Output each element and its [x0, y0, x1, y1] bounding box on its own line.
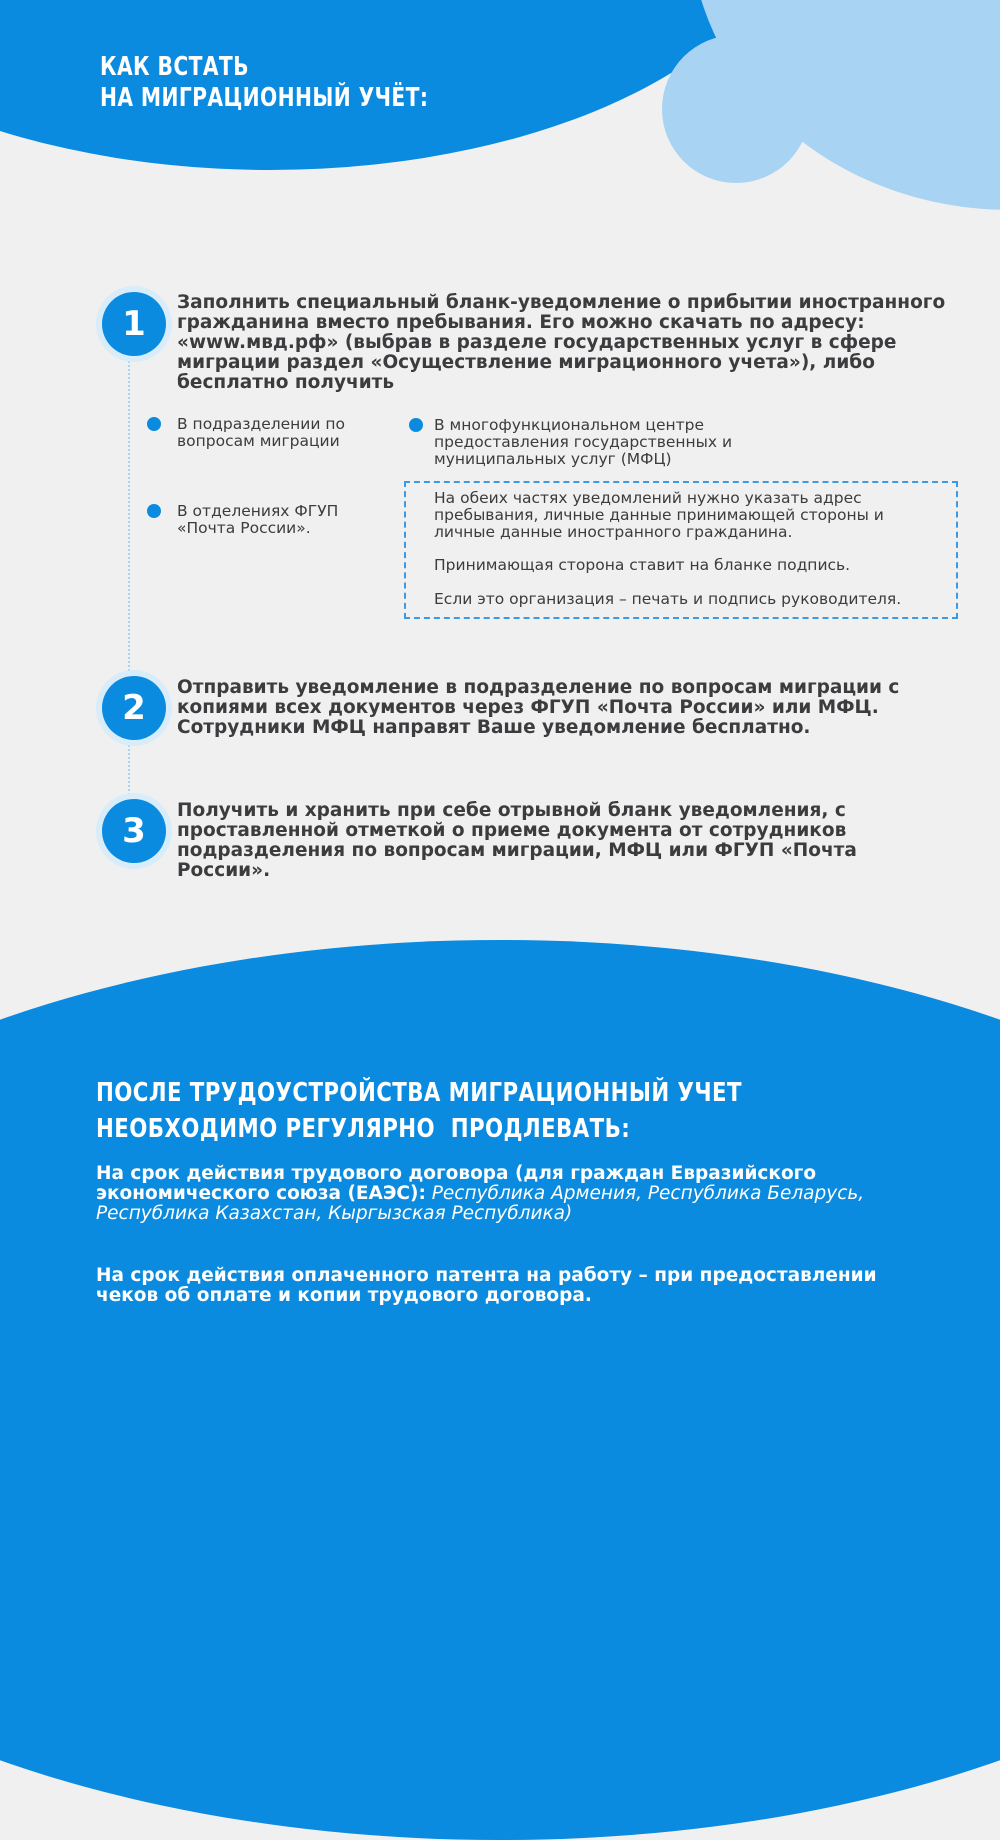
step-3-number: 3 [102, 799, 166, 863]
footer-paragraph-1-countries: Республика Армения, Республика Беларусь, Республика Казахстан, Кыргызская Республика) [96, 1183, 865, 1224]
option-bullet-icon [147, 504, 161, 518]
option-mfc: В многофункциональном центре предоставления государственных и муниципальных услуг (МФЦ) [434, 416, 733, 468]
footer-title-line1: ПОСЛЕ ТРУДОУСТРОЙСТВА МИГРАЦИОННЫЙ УЧЕТ [96, 1078, 742, 1108]
step-2-text: Отправить уведомление в подразделение по вопросам миграции с копиями всех документов через ФГУП «Почта России» или МФЦ. Сотрудники МФЦ направят Ваше уведомление бесплатно. [177, 677, 900, 738]
note-line-2: Принимающая сторона ставит на бланке подпись. [434, 556, 851, 574]
steps-timeline [128, 330, 130, 830]
footer-title [96, 1075, 801, 1147]
step-1-text: Заполнить специальный бланк-уведомление о прибытии иностранного гражданина вместо пребывания. Его можно скачать по адресу: «www.мвд.рф» (выбрав в разделе государственных услуг в сфере миграции раздел «Осуществление миграционного учета»), либо бесплатно получить [177, 292, 946, 393]
step-2-number: 2 [102, 676, 166, 740]
note-box [404, 481, 958, 619]
footer-paragraph-2: На срок действия оплаченного патента на работу – при предоставлении чеков об оплате и копии трудового договора. [96, 1265, 877, 1306]
page-title-line2: НА МИГРАЦИОННЫЙ УЧЁТ: [100, 83, 429, 113]
footer-title-line2: НЕОБХОДИМО РЕГУЛЯРНО ПРОДЛЕВАТЬ: [96, 1114, 631, 1144]
option-bullet-icon [409, 418, 423, 432]
page-title [100, 52, 474, 114]
note-line-1: На обеих частях уведомлений нужно указать адрес пребывания, личные данные принимающей стороны и личные данные иностранного гражданина. [434, 489, 884, 541]
footer-paragraph-1-bold: На срок действия трудового договора (для граждан Евразийского экономического союза (ЕАЭС): [96, 1163, 817, 1204]
note-line-3: Если это организация – печать и подпись руководителя. [434, 590, 902, 608]
step-3-text: Получить и хранить при себе отрывной бланк уведомления, с проставленной отметкой о приеме документа от сотрудников подразделения по вопросам миграции, МФЦ или ФГУП «Почта России». [177, 800, 857, 881]
page-title-line1: КАК ВСТАТЬ [100, 52, 249, 82]
option-bullet-icon [147, 417, 161, 431]
option-post-office: В отделениях ФГУП «Почта России». [177, 502, 339, 537]
step-1-number: 1 [102, 292, 166, 356]
decor-circle [662, 35, 810, 183]
option-migration-office: В подразделении по вопросам миграции [177, 415, 345, 450]
footer-paragraph-1 [96, 1164, 916, 1224]
